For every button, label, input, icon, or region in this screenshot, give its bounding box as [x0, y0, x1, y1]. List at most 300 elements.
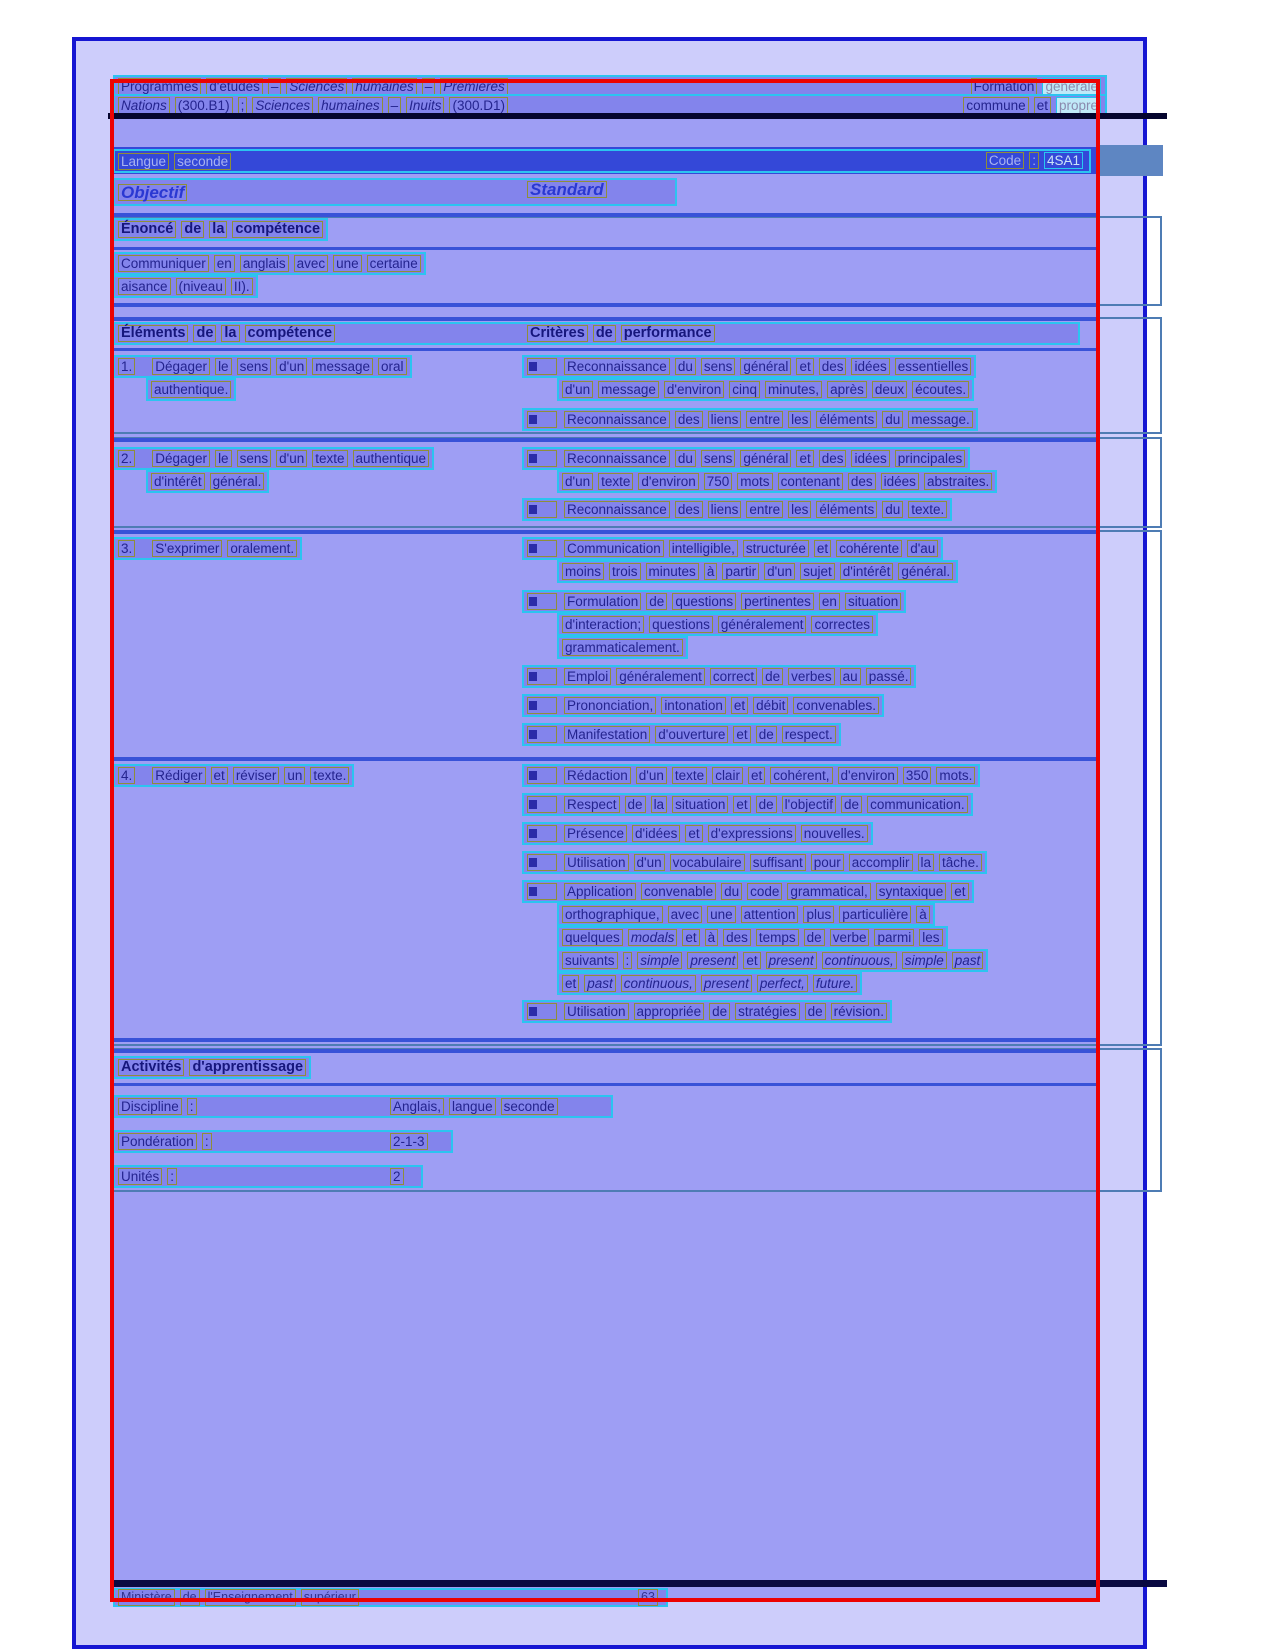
- bullet-icon: [527, 450, 557, 467]
- word-box: situation: [845, 593, 901, 610]
- bullet-line: [522, 1000, 892, 1023]
- rule: [110, 303, 1100, 307]
- word-box: de: [756, 796, 777, 813]
- word-box: simple: [902, 952, 947, 969]
- bullet-cont-line: [557, 926, 948, 949]
- word-box: sens: [701, 450, 736, 467]
- word-box: partir: [722, 563, 759, 580]
- bullet-icon: [527, 1003, 557, 1020]
- word-box: de: [805, 1003, 826, 1020]
- word-box: des: [723, 929, 751, 946]
- word-box: Objectif: [118, 184, 187, 201]
- bullet-icon: [527, 796, 557, 813]
- word-box: de: [646, 593, 667, 610]
- item-left-line: [113, 764, 354, 787]
- word-box: certaine: [367, 255, 421, 272]
- word-box: humaines: [352, 78, 417, 95]
- document-content: [110, 79, 1100, 1602]
- bullet-line: [522, 408, 978, 431]
- activites-row: [113, 1165, 423, 1188]
- item-number: 2.: [118, 450, 135, 467]
- word-box: :: [187, 1098, 197, 1115]
- word-box: :: [1029, 152, 1039, 169]
- course-title-bar: [110, 147, 1100, 174]
- word-box: du: [675, 450, 696, 467]
- bullet-text: [564, 854, 982, 871]
- word-box: II).: [231, 278, 253, 295]
- objectif-standard-row: [113, 178, 677, 206]
- word-box: la: [651, 796, 668, 813]
- word-box: de: [762, 668, 783, 685]
- word-box: mots: [737, 473, 772, 490]
- word-box: cinq: [729, 381, 760, 398]
- header-rule: [108, 113, 1167, 119]
- word-box: deux: [872, 381, 907, 398]
- bullet-icon: [527, 411, 557, 428]
- bullet-line: [522, 694, 884, 717]
- word-box: d'environ: [664, 381, 724, 398]
- word-box: minutes,: [765, 381, 822, 398]
- word-box: orthographique,: [562, 906, 663, 923]
- word-box: propre: [1056, 97, 1101, 114]
- word-box: message: [312, 358, 373, 375]
- word-box: supérieur: [301, 1589, 359, 1606]
- word-box: des: [675, 501, 703, 518]
- word-box: 4SA1: [1044, 152, 1083, 169]
- word-box: de: [625, 796, 646, 813]
- word-box: et: [796, 450, 813, 467]
- item-left-line: [113, 355, 412, 378]
- word-box: éléments: [816, 411, 877, 428]
- word-box: idées: [881, 473, 919, 490]
- word-box: et: [733, 726, 750, 743]
- standard-label: [527, 181, 607, 198]
- word-box: continuous,: [822, 952, 897, 969]
- enonce-title: [113, 218, 328, 241]
- word-box: Discipline: [118, 1098, 182, 1115]
- word-box: message.: [908, 411, 973, 428]
- course-code: [986, 152, 1083, 169]
- word-box: d'apprentissage: [189, 1059, 306, 1076]
- word-box: :: [202, 1133, 212, 1150]
- word-box: écoutes.: [912, 381, 969, 398]
- word-box: le: [215, 450, 232, 467]
- bullet-icon: [527, 726, 557, 743]
- word-box: particulière: [839, 906, 911, 923]
- word-box: Dégager: [152, 358, 210, 375]
- bullet-icon: [527, 767, 557, 784]
- word-box: d'environ: [638, 473, 698, 490]
- word-box: Nations: [118, 97, 170, 114]
- word-box: des: [848, 473, 876, 490]
- word-box: parmi: [874, 929, 914, 946]
- rule: [110, 247, 1100, 250]
- word-box: clair: [712, 767, 743, 784]
- activites-row: [113, 1130, 453, 1153]
- word-box: d'un: [562, 473, 593, 490]
- word-box: et: [1034, 97, 1051, 114]
- bullet-text: [564, 450, 965, 467]
- word-box: d'interaction;: [562, 616, 644, 633]
- word-box: plus: [803, 906, 834, 923]
- word-box: de: [841, 796, 862, 813]
- bullet-text: [564, 796, 968, 813]
- word-box: pour: [811, 854, 844, 871]
- bullet-text: [564, 883, 969, 900]
- word-box: Code: [986, 152, 1024, 169]
- activites-value: [390, 1098, 558, 1115]
- word-box: de: [181, 221, 204, 238]
- word-box: seconde: [501, 1098, 558, 1115]
- word-box: Formation: [971, 78, 1038, 95]
- word-box: abstraites.: [924, 473, 992, 490]
- word-box: code: [747, 883, 782, 900]
- word-box: 2-1-3: [390, 1133, 428, 1150]
- word-box: d'intérêt: [151, 473, 205, 490]
- bullet-line: [522, 822, 873, 845]
- word-box: en: [819, 593, 840, 610]
- word-box: d'un: [636, 767, 667, 784]
- page-number: 63: [638, 1589, 658, 1606]
- word-box: langue: [449, 1098, 496, 1115]
- word-box: :: [167, 1168, 177, 1185]
- item-number: 3.: [118, 540, 135, 557]
- rule: [110, 213, 1100, 217]
- word-box: débit: [753, 697, 788, 714]
- enonce-body-line: [113, 252, 426, 275]
- footer-publisher: [118, 1589, 359, 1606]
- word-box: généralement: [616, 668, 705, 685]
- bullet-line: [522, 764, 980, 787]
- word-box: minutes: [646, 563, 699, 580]
- footer-line: [113, 1588, 668, 1607]
- criteres-header: [527, 325, 715, 342]
- bullet-text: [564, 825, 868, 842]
- word-box: révision.: [831, 1003, 887, 1020]
- word-box: S'exprimer: [152, 540, 222, 557]
- word-box: present: [701, 975, 752, 992]
- word-box: d'idées: [632, 825, 680, 842]
- word-box: –: [268, 78, 282, 95]
- word-box: Manifestation: [564, 726, 650, 743]
- item-left-line: [146, 378, 236, 401]
- word-box: aisance: [118, 278, 171, 295]
- word-box: un: [284, 767, 305, 784]
- word-box: Activités: [118, 1059, 184, 1076]
- word-box: d'un: [276, 450, 307, 467]
- bullet-cont-line: [557, 560, 958, 583]
- word-box: idées: [851, 450, 889, 467]
- enonce-body-line: [113, 275, 258, 298]
- word-box: future.: [813, 975, 857, 992]
- word-box: 2: [390, 1168, 404, 1185]
- word-box: texte.: [310, 767, 349, 784]
- word-box: Reconnaissance: [564, 501, 670, 518]
- word-box: verbes: [788, 668, 835, 685]
- word-box: (300.D1): [449, 97, 508, 114]
- word-box: d'études: [206, 78, 263, 95]
- item-text: [152, 450, 429, 467]
- word-box: liens: [708, 411, 742, 428]
- word-box: commune: [963, 97, 1028, 114]
- bullet-icon: [527, 883, 557, 900]
- word-box: –: [422, 78, 436, 95]
- activites-label: [118, 1098, 197, 1115]
- bullet-cont-line: [557, 972, 862, 995]
- word-box: Formulation: [564, 593, 641, 610]
- rule: [110, 1049, 1100, 1053]
- bullet-icon: [527, 668, 557, 685]
- word-box: perfect,: [757, 975, 808, 992]
- word-box: performance: [621, 325, 715, 342]
- word-box: accomplir: [849, 854, 913, 871]
- word-box: questions: [649, 616, 713, 633]
- bullet-line: [522, 880, 974, 903]
- word-box: Pondération: [118, 1133, 197, 1150]
- word-box: situation: [672, 796, 728, 813]
- word-box: et: [685, 825, 702, 842]
- header-left-1: [118, 78, 508, 95]
- word-box: appropriée: [634, 1003, 705, 1020]
- word-box: Énoncé: [118, 221, 176, 238]
- word-box: les: [788, 411, 811, 428]
- word-box: pertinentes: [741, 593, 814, 610]
- word-box: Langue: [118, 153, 169, 170]
- word-box: Anglais,: [390, 1098, 444, 1115]
- word-box: correct: [710, 668, 757, 685]
- word-box: syntaxique: [876, 883, 947, 900]
- item-text: [152, 358, 406, 375]
- item-left-line: [113, 537, 302, 560]
- word-box: compétence: [232, 221, 323, 238]
- word-box: oralement.: [227, 540, 297, 557]
- word-box: général: [740, 450, 791, 467]
- bullet-line: [522, 447, 970, 470]
- rule: [110, 438, 1100, 442]
- bullet-line: [522, 851, 987, 874]
- word-box: structurée: [743, 540, 809, 557]
- word-box: les: [788, 501, 811, 518]
- word-box: d'intérêt: [840, 563, 894, 580]
- word-box: sens: [237, 450, 272, 467]
- bullet-text: [564, 501, 947, 518]
- word-box: la: [918, 854, 935, 871]
- word-box: des: [819, 450, 847, 467]
- bullet-line: [522, 537, 943, 560]
- word-box: (niveau: [176, 278, 226, 295]
- bullet-line: [522, 723, 841, 746]
- bullet-icon: [527, 697, 557, 714]
- word-box: Rédaction: [564, 767, 631, 784]
- word-box: Rédiger: [152, 767, 205, 784]
- word-box: une: [707, 906, 736, 923]
- word-box: Inuits: [406, 97, 444, 114]
- item-text: [152, 767, 349, 784]
- word-box: convenables.: [793, 697, 879, 714]
- bullet-line: [522, 355, 976, 378]
- word-box: sujet: [800, 563, 835, 580]
- word-box: avec: [294, 255, 329, 272]
- rule: [110, 757, 1100, 761]
- course-title: [118, 153, 231, 170]
- word-box: texte: [672, 767, 707, 784]
- word-box: d'environ: [838, 767, 898, 784]
- word-box: Respect: [564, 796, 620, 813]
- word-box: de: [193, 325, 216, 342]
- word-box: mots.: [936, 767, 975, 784]
- word-box: la: [209, 221, 227, 238]
- word-box: correctes: [811, 616, 873, 633]
- word-box: d'un: [764, 563, 795, 580]
- word-box: les: [919, 929, 942, 946]
- objectif-label: [118, 184, 187, 201]
- word-box: verbe: [830, 929, 870, 946]
- word-box: Présence: [564, 825, 627, 842]
- word-box: intonation: [661, 697, 726, 714]
- word-box: vocabulaire: [670, 854, 745, 871]
- word-box: une: [333, 255, 362, 272]
- word-box: Utilisation: [564, 854, 629, 871]
- word-box: idées: [851, 358, 889, 375]
- word-box: des: [819, 358, 847, 375]
- word-box: passé.: [866, 668, 912, 685]
- word-box: du: [675, 358, 696, 375]
- bullet-text: [564, 668, 911, 685]
- bullet-icon: [527, 825, 557, 842]
- word-box: et: [682, 929, 699, 946]
- word-box: past: [584, 975, 616, 992]
- word-box: d'un: [276, 358, 307, 375]
- word-box: la: [221, 325, 239, 342]
- word-box: Prononciation,: [564, 697, 656, 714]
- bullet-icon: [527, 854, 557, 871]
- word-box: attention: [741, 906, 799, 923]
- word-box: et: [951, 883, 968, 900]
- word-box: de: [709, 1003, 730, 1020]
- word-box: suffisant: [750, 854, 806, 871]
- word-box: au: [840, 668, 861, 685]
- word-box: sens: [701, 358, 736, 375]
- header-right-1: [971, 78, 1101, 95]
- word-box: contenant: [778, 473, 843, 490]
- word-box: –: [388, 97, 402, 114]
- bullet-line: [522, 590, 906, 613]
- footer-rule: [110, 1580, 1167, 1587]
- word-box: l'objectif: [782, 796, 836, 813]
- word-box: Sciences: [252, 97, 313, 114]
- word-box: Sciences: [286, 78, 347, 95]
- bullet-icon: [527, 540, 557, 557]
- item-number: 1.: [118, 358, 135, 375]
- word-box: du: [721, 883, 742, 900]
- activites-value: [390, 1168, 404, 1185]
- word-box: et: [211, 767, 228, 784]
- rule: [110, 348, 1100, 351]
- word-box: past: [952, 952, 984, 969]
- word-box: Critères: [527, 325, 588, 342]
- code-cell-background: [1098, 145, 1163, 176]
- word-box: Reconnaissance: [564, 450, 670, 467]
- table-header-row: [113, 322, 1080, 345]
- word-box: simple: [637, 952, 682, 969]
- word-box: cohérent,: [770, 767, 832, 784]
- word-box: Emploi: [564, 668, 611, 685]
- word-box: et: [731, 697, 748, 714]
- item-left-line: [113, 447, 434, 470]
- word-box: d'expressions: [708, 825, 796, 842]
- bullet-cont-line: [557, 470, 997, 493]
- word-box: Reconnaissance: [564, 358, 670, 375]
- word-box: grammaticalement.: [562, 639, 683, 656]
- bullet-icon: [527, 501, 557, 518]
- header-left-2: [118, 97, 508, 114]
- bullet-cont-line: [557, 613, 878, 636]
- word-box: du: [882, 501, 903, 518]
- word-box: authentique: [353, 450, 430, 467]
- item-left-line: [146, 470, 269, 493]
- activites-label: [118, 1133, 212, 1150]
- word-box: d'au: [907, 540, 938, 557]
- word-box: de: [804, 929, 825, 946]
- rule: [110, 1083, 1100, 1086]
- word-box: et: [796, 358, 813, 375]
- word-box: Reconnaissance: [564, 411, 670, 428]
- word-box: anglais: [240, 255, 289, 272]
- word-box: d'un: [634, 854, 665, 871]
- word-box: 750: [704, 473, 733, 490]
- word-box: Standard: [527, 181, 607, 198]
- bullet-cont-line: [557, 636, 688, 659]
- bullet-cont-line: [557, 903, 935, 926]
- word-box: réviser: [233, 767, 280, 784]
- word-box: général.: [210, 473, 265, 490]
- word-box: moins: [562, 563, 604, 580]
- bullet-icon: [527, 358, 557, 375]
- word-box: et: [733, 796, 750, 813]
- word-box: 350: [903, 767, 932, 784]
- bullet-cont-line: [557, 378, 974, 401]
- word-box: généralement: [718, 616, 807, 633]
- bullet-cont-line: [557, 949, 988, 972]
- word-box: générale: [1042, 78, 1101, 95]
- elements-header: [118, 325, 335, 342]
- word-box: général.: [898, 563, 953, 580]
- bullet-text: [564, 411, 973, 428]
- word-box: texte: [598, 473, 633, 490]
- word-box: (300.B1): [175, 97, 233, 114]
- word-box: Programmes: [118, 78, 201, 95]
- word-box: grammatical,: [787, 883, 870, 900]
- word-box: et: [748, 767, 765, 784]
- word-box: trois: [609, 563, 641, 580]
- word-box: Communiquer: [118, 255, 209, 272]
- word-box: entre: [746, 411, 783, 428]
- word-box: seconde: [174, 153, 231, 170]
- word-box: cohérente: [836, 540, 902, 557]
- word-box: et: [562, 975, 579, 992]
- word-box: Ministère: [118, 1589, 175, 1606]
- word-box: éléments: [816, 501, 877, 518]
- bullet-icon: [527, 593, 557, 610]
- word-box: message: [598, 381, 659, 398]
- word-box: humaines: [318, 97, 383, 114]
- word-box: des: [675, 411, 703, 428]
- word-box: en: [214, 255, 235, 272]
- activites-row: [113, 1095, 613, 1118]
- bullet-text: [564, 1003, 887, 1020]
- word-box: compétence: [245, 325, 336, 342]
- activites-title: [113, 1056, 311, 1079]
